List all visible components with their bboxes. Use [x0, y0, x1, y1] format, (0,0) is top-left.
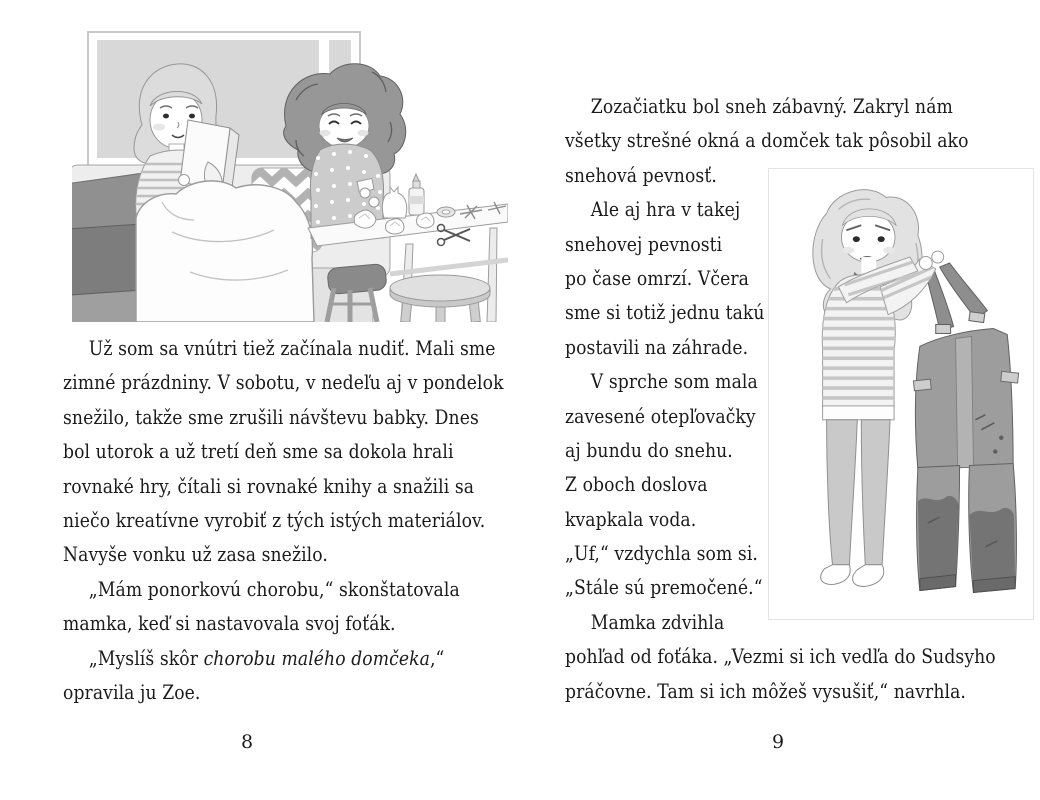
text-line: niečo kreatívne vyrobiť z tých istých materiálov.	[63, 507, 486, 532]
page-number-left: 8	[240, 731, 254, 753]
text-line: Z oboch doslova	[565, 472, 708, 497]
text-line: „Mám ponorkovú chorobu,“ skonštatovala	[88, 576, 460, 601]
quote-italic: chorobu malého domčeka	[203, 645, 430, 670]
text-line: kvapkala voda.	[565, 506, 697, 531]
right-page-text	[565, 89, 996, 708]
text-line: mamka, keď si nastavovala svoj foťák.	[63, 611, 396, 636]
glue-bottle	[409, 174, 424, 215]
text-line: pohľad od foťáka. „Vezmi si ich vedľa do Sudsyho	[565, 644, 996, 669]
living-room-illustration	[72, 30, 508, 322]
text-line: rovnaké hry, čítali si rovnaké knihy a snažili sa	[63, 473, 475, 498]
text-line: bol utorok a už tretí deň sme sa dokola hrali	[63, 439, 454, 464]
text-line: všetky strešné okná a domček tak pôsobil ako	[565, 128, 969, 153]
text-line: „Stále sú premočené.“	[565, 575, 763, 600]
text-line: aj bundu do snehu.	[565, 437, 733, 462]
text-line: Už som sa vnútri tiež začínala nudiť. Mali sme	[88, 336, 496, 360]
text-line: práčovne. Tam si ich môžeš vysušiť,“ navrhla.	[565, 678, 966, 703]
text-line: snežilo, takže sme zrušili návštevu babky. Dnes	[63, 404, 479, 429]
left-page-text	[63, 331, 504, 709]
text-line: zavesené otepľovačky	[565, 403, 756, 428]
blanket	[136, 181, 314, 322]
text-line: zimné prázdniny. V sobotu, v nedeľu aj v pondelok	[63, 370, 504, 395]
text-line: po čase omrzí. Včera	[565, 265, 750, 290]
page-number-right: 9	[771, 731, 785, 753]
text-line: postavili na záhrade.	[565, 334, 749, 359]
text-line	[63, 641, 504, 675]
text-line: opravila ju Zoe.	[63, 679, 201, 704]
text-line: „Uf,“ vzdychla som si.	[565, 541, 758, 566]
text-line: Mamka zdvihla	[590, 609, 725, 634]
quote-post: ,“	[429, 645, 445, 670]
quote-pre: „Myslíš skôr	[88, 645, 204, 670]
stool	[390, 275, 490, 322]
text-line: snehovej pevnosti	[565, 231, 723, 256]
text-line: snehová pevnosť.	[565, 162, 717, 187]
text-line: Zozačiatku bol sneh zábavný. Zakryl nám	[590, 94, 953, 118]
text-line: V sprche som mala	[590, 369, 758, 394]
text-line: Ale aj hra v takej	[590, 197, 741, 222]
text-line: Navyše vonku už zasa snežilo.	[63, 542, 328, 567]
text-line: sme si totiž jednu takú	[565, 300, 765, 325]
